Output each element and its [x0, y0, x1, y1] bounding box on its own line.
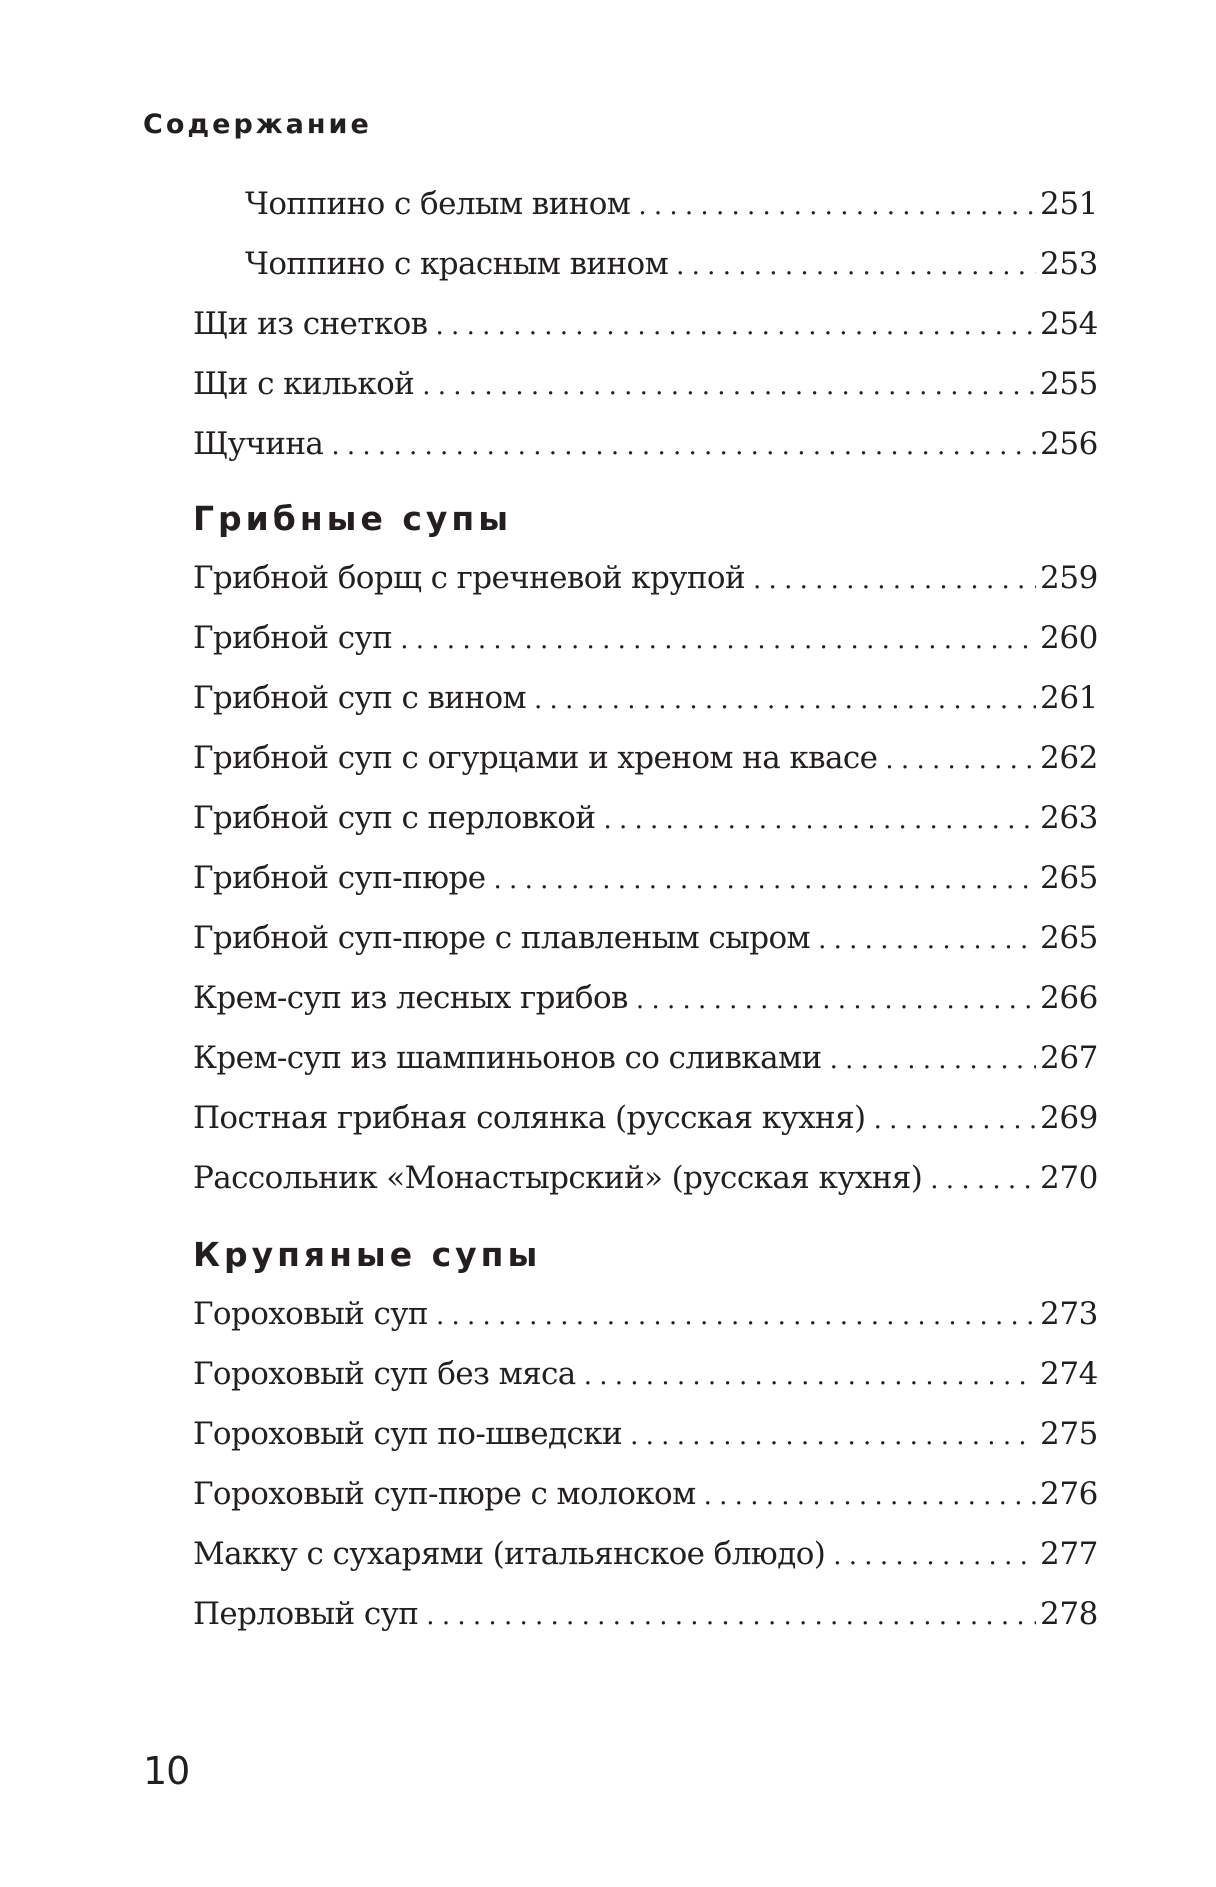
toc-entry-title: Грибной суп с вином — [193, 680, 527, 716]
dot-leader — [922, 1157, 1036, 1201]
dot-leader — [866, 1097, 1036, 1141]
section-heading: Грибные супы — [193, 499, 513, 538]
toc-entry-title: Чоппино с красным вином — [245, 246, 669, 282]
toc-entry[interactable] — [193, 735, 1098, 781]
dot-leader — [323, 423, 1036, 467]
dot-leader — [810, 917, 1036, 961]
dot-leader — [825, 1533, 1036, 1577]
toc-entry-title: Грибной суп с перловкой — [193, 800, 596, 836]
toc-entry-title: Постная грибная солянка (русская кухня) — [193, 1100, 866, 1136]
toc-entry-title: Щучина — [193, 426, 324, 462]
toc-entry-page: 262 — [1040, 740, 1098, 776]
dot-leader — [526, 677, 1036, 721]
toc-entry-title: Грибной суп — [193, 620, 393, 656]
dot-leader — [595, 797, 1036, 841]
toc-entry[interactable] — [193, 1471, 1098, 1517]
toc-entry-title: Щи из снетков — [193, 306, 428, 342]
toc-entry-title: Гороховый суп — [193, 1296, 428, 1332]
toc-entry[interactable] — [245, 181, 1098, 227]
toc-entry-page: 273 — [1040, 1296, 1098, 1332]
page-number: 10 — [143, 1749, 190, 1793]
dot-leader — [630, 183, 1036, 227]
toc-entry-page: 263 — [1040, 800, 1098, 836]
toc-entry-title: Макку с сухарями (итальянское блюдо) — [193, 1536, 826, 1572]
dot-leader — [877, 737, 1036, 781]
dot-leader — [622, 1413, 1036, 1457]
toc-entry[interactable] — [193, 555, 1098, 601]
toc-entry[interactable] — [193, 421, 1098, 467]
toc-entry-page: 254 — [1040, 306, 1098, 342]
toc-entry-page: 260 — [1040, 620, 1098, 656]
toc-entry-title: Гороховый суп-пюре с молоком — [193, 1476, 696, 1512]
toc-entry-title: Крем-суп из лесных грибов — [193, 980, 628, 1016]
toc-entry[interactable] — [193, 1351, 1098, 1397]
toc-entry[interactable] — [193, 1035, 1098, 1081]
toc-entry[interactable] — [193, 615, 1098, 661]
toc-entry-page: 265 — [1040, 920, 1098, 956]
toc-entry-title: Крем-суп из шампиньонов со сливками — [193, 1040, 822, 1076]
toc-entry[interactable] — [193, 1411, 1098, 1457]
toc-entry-page: 261 — [1040, 680, 1098, 716]
toc-entry-page: 270 — [1040, 1160, 1098, 1196]
dot-leader — [418, 1593, 1036, 1637]
toc-entry-title: Щи с килькой — [193, 366, 415, 402]
toc-entry-page: 267 — [1040, 1040, 1098, 1076]
toc-entry-page: 255 — [1040, 366, 1098, 402]
toc-entry-page: 265 — [1040, 860, 1098, 896]
toc-entry[interactable] — [193, 301, 1098, 347]
toc-entry-page: 253 — [1040, 246, 1098, 282]
toc-entry[interactable] — [193, 915, 1098, 961]
dot-leader — [392, 617, 1036, 661]
toc-entry-title: Чоппино с белым вином — [245, 186, 631, 222]
toc-entry-page: 277 — [1040, 1536, 1098, 1572]
dot-leader — [745, 557, 1036, 601]
running-header: Содержание — [143, 109, 372, 140]
dot-leader — [428, 303, 1036, 347]
toc-entry[interactable] — [245, 241, 1098, 287]
toc-entry-title: Грибной суп с огурцами и хреном на квасе — [193, 740, 878, 776]
toc-entry[interactable] — [193, 795, 1098, 841]
toc-entry-title: Гороховый суп без мяса — [193, 1356, 576, 1392]
toc-entry-page: 269 — [1040, 1100, 1098, 1136]
toc-entry[interactable] — [193, 675, 1098, 721]
toc-entry-title: Рассольник «Монастырский» (русская кухня) — [193, 1160, 923, 1196]
toc-entry-page: 251 — [1040, 186, 1098, 222]
toc-entry-page: 259 — [1040, 560, 1098, 596]
toc-entry-title: Грибной борщ с гречневой крупой — [193, 560, 746, 596]
toc-entry[interactable] — [193, 855, 1098, 901]
dot-leader — [822, 1037, 1036, 1081]
toc-entry[interactable] — [193, 1531, 1098, 1577]
toc-entry-title: Грибной суп-пюре с плавленым сыром — [193, 920, 811, 956]
toc-entry-page: 276 — [1040, 1476, 1098, 1512]
toc-entry-page: 266 — [1040, 980, 1098, 1016]
dot-leader — [414, 363, 1036, 407]
toc-entry-page: 275 — [1040, 1416, 1098, 1452]
toc-entry-title: Гороховый суп по-шведски — [193, 1416, 623, 1452]
dot-leader — [576, 1353, 1036, 1397]
toc-entry[interactable] — [193, 1591, 1098, 1637]
dot-leader — [628, 977, 1036, 1021]
toc-entry[interactable] — [193, 975, 1098, 1021]
toc-entry-page: 278 — [1040, 1596, 1098, 1632]
toc-entry[interactable] — [193, 361, 1098, 407]
section-heading: Крупяные супы — [193, 1235, 542, 1274]
toc-entry-page: 256 — [1040, 426, 1098, 462]
dot-leader — [486, 857, 1037, 901]
toc-entry-title: Грибной суп-пюре — [193, 860, 486, 896]
dot-leader — [428, 1293, 1036, 1337]
toc-entry[interactable] — [193, 1095, 1098, 1141]
toc-entry-page: 274 — [1040, 1356, 1098, 1392]
dot-leader — [668, 243, 1036, 287]
toc-entry[interactable] — [193, 1155, 1098, 1201]
dot-leader — [696, 1473, 1036, 1517]
toc-entry-title: Перловый суп — [193, 1596, 419, 1632]
toc-entry[interactable] — [193, 1291, 1098, 1337]
